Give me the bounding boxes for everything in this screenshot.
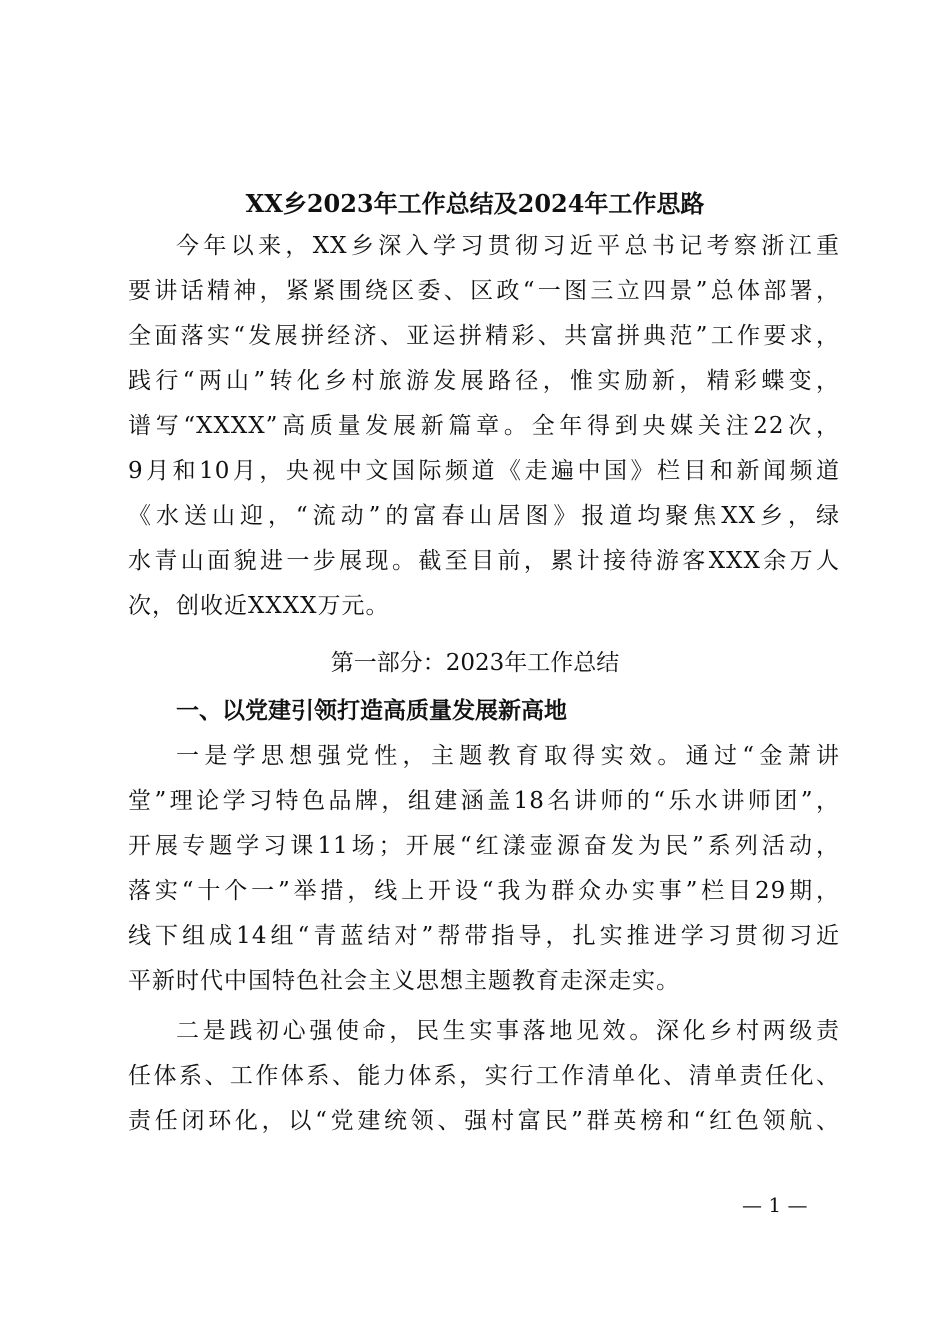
para1-line: 开展专题学习课11场；开展“红漾壶源奋发为民”系列活动， — [128, 833, 840, 859]
intro-line: 9月和10月，央视中文国际频道《走遍中国》栏目和新闻频道 — [128, 458, 840, 484]
intro-line: 全面落实“发展拼经济、亚运拼精彩、共富拼典范”工作要求， — [128, 323, 840, 349]
intro-line: 要讲话精神，紧紧围绕区委、区政“一图三立四景”总体部署， — [128, 278, 840, 304]
intro-line: 谱写“XXXX”高质量发展新篇章。全年得到央媒关注22次， — [128, 413, 840, 439]
intro-line: 次，创收近XXXX万元。 — [128, 593, 390, 619]
document-title: XX乡2023年工作总结及2024年工作思路 — [245, 189, 705, 218]
para1-line: 平新时代中国特色社会主义思想主题教育走深走实。 — [128, 968, 680, 994]
para1-line: 堂”理论学习特色品牌，组建涵盖18名讲师的“乐水讲师团”， — [128, 788, 840, 814]
heading-1: 一、以党建引领打造高质量发展新高地 — [176, 698, 567, 724]
section-title: 第一部分：2023年工作总结 — [330, 650, 620, 676]
intro-line: 《水送山迎，“流动”的富春山居图》报道均聚焦XX乡，绿 — [128, 503, 840, 529]
intro-line: 今年以来，XX乡深入学习贯彻习近平总书记考察浙江重 — [176, 233, 840, 259]
intro-line: 践行“两山”转化乡村旅游发展路径，惟实励新，精彩蝶变， — [128, 368, 840, 394]
para2-line: 责任闭环化，以“党建统领、强村富民”群英榜和“红色领航、 — [128, 1108, 840, 1134]
para2-line: 任体系、工作体系、能力体系，实行工作清单化、清单责任化、 — [128, 1063, 840, 1089]
para1-line: 线下组成14组“青蓝结对”帮带指导，扎实推进学习贯彻习近 — [128, 923, 840, 949]
page-number: — 1 — — [742, 1193, 808, 1217]
para1-line: 落实“十个一”举措，线上开设“我为群众办实事”栏目29期， — [128, 878, 840, 904]
intro-line: 水青山面貌进一步展现。截至目前，累计接待游客XXX余万人 — [128, 548, 840, 574]
para1-line: 一是学思想强党性，主题教育取得实效。通过“金萧讲 — [176, 743, 840, 769]
para2-line: 二是践初心强使命，民生实事落地见效。深化乡村两级责 — [176, 1018, 840, 1044]
